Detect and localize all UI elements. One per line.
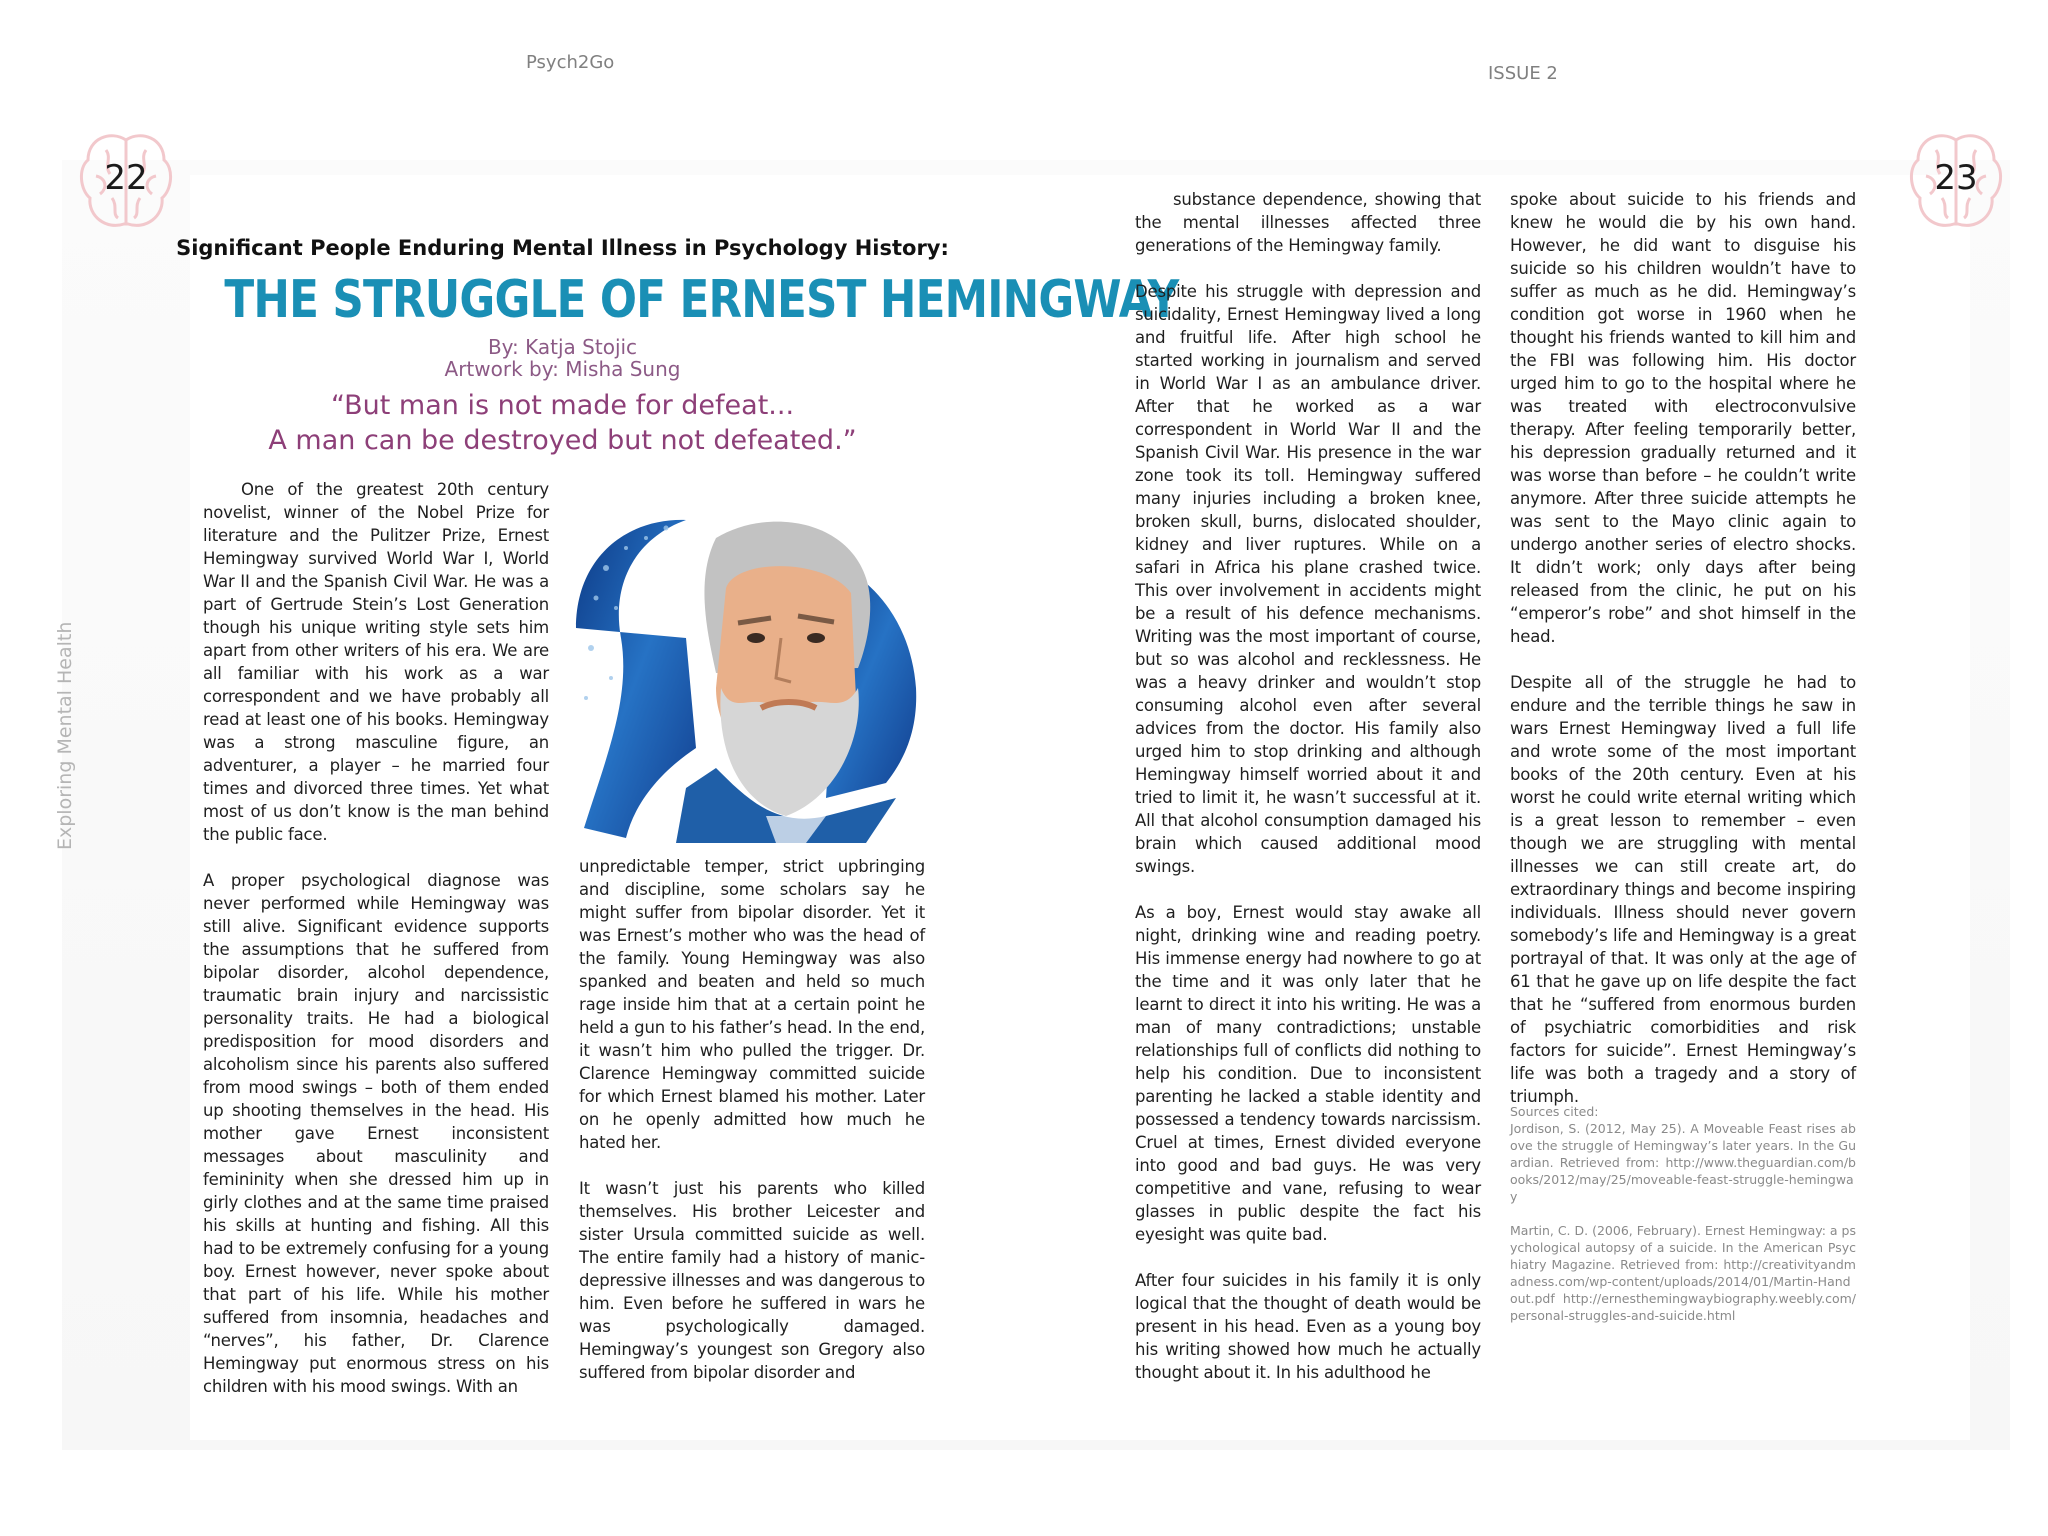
hemingway-illustration — [566, 498, 946, 846]
wave-shape — [576, 520, 696, 838]
paragraph: After four suicides in his family it is only logical that the thought of death would be present in his head. Even as a young boy his writing showed how much he actually thought about it. In his adulthood he — [1135, 1271, 1481, 1382]
quote-line-2: A man can be destroyed but not defeated.” — [268, 425, 857, 456]
paragraph: unpredictable temper, strict upbringing and discipline, some scholars say he might suffer from bipolar disorder. Yet it was Ernest’s mother who was the head of the family. Young Hemingway was also spanked and beaten and held so much rage inside him that at a certain point he held a gun to his father’s head. In the end, it wasn’t him who pulled the trigger. Dr. Clarence Hemingway committed suicide for which Ernest blamed his mother. Later on he openly admitted how much he hated her. — [579, 857, 925, 1152]
paragraph: substance dependence, showing that the mental illnesses affected three generations of the Hemingway family. — [1135, 190, 1481, 255]
paragraph: Despite all of the struggle he had to endure and the terrible things he saw in wars Ernest Hemingway lived a full life and wrote some of the most important books of the 20th century. Even at his worst he could write eternal writing which is a great lesson to remember – even though we are struggling with mental illnesses we can still create art, do extraordinary things and become inspiring individuals. Illness should never govern somebody’s life and Hemingway is a great portrayal of that. It was only at the age of 61 that he gave up on life despite the fact that he “suffered from enormous burden of psychiatric comorbidities and risk factors for suicide”. Ernest Hemingway’s life was both a tragedy and a story of triumph. — [1510, 673, 1856, 1106]
article-title: THE STRUGGLE OF ERNEST HEMINGWAY — [224, 270, 1179, 330]
article-column-3 — [1135, 188, 1481, 1384]
paragraph: As a boy, Ernest would stay awake all night, drinking wine and reading poetry. His immense energy had nowhere to go at the time and it was only later that he learnt to direct it into his writing. He was a man of many contradictions; unstable relationships full of conflicts did nothing to help his condition. Due to inconsistent parenting he lacked a stable identity and possessed a tendency towards narcissism. Cruel at times, Ernest divided everyone into good and bad guys. He was very competitive and vane, refusing to wear glasses in public despite the fact his eyesight was quite bad. — [1135, 903, 1481, 1244]
artwork-credit: Artwork by: Misha Sung — [444, 357, 681, 381]
paragraph: A proper psychological diagnose was never performed while Hemingway was still alive. Significant evidence supports the assumptions that he suffered from bipolar disorder, alcohol dependence, traumatic brain injury and narcissistic personality traits. He had a biological predisposition for mood disorders and alcoholism since his parents also suffered from mood swings – both of them ended up shooting themselves in the head. His mother gave Ernest inconsistent messages about masculinity and femininity when she dressed him up in girly clothes and at the same time praised his skills at hunting and fishing. All this had to be extremely confusing for a young boy. Ernest however, never spoke about that part of his life. While his mother suffered from insomnia, headaches and “nerves”, his father, Dr. Clarence Hemingway put enormous stress on his children with his mood swings. With an — [203, 871, 549, 1396]
publication-name: Psych2Go — [526, 52, 615, 73]
paragraph: Despite his struggle with depression and suicidality, Ernest Hemingway lived a long and fruitful life. After high school he started working in journalism and served in World War I as an ambulance driver. After that he worked as a war correspondent in World War II and the Spanish Civil War. His presence in the war zone took its toll. Hemingway suffered many injuries including a broken knee, broken skull, burns, dislocated shoulder, kidney and liver ruptures. While on a safari in Africa his plane crashed twice. This over involvement in accidents might be a result of his defence mechanisms. Writing was the most important of course, but so was alcohol and recklessness. He was a heavy drinker and wouldn’t stop consuming alcohol even after several advices from the doctor. His family also urged him to stop drinking and although Hemingway himself worried about it and tried to limit it, he wasn’t successful at it. All that alcohol consumption damaged his brain which caused additional mood swings. — [1135, 282, 1481, 876]
source-entry: Martin, C. D. (2006, February). Ernest Hemingway: a psychological autopsy of a suicide. In the American Psychiatry Magazine. Retrieved from: http://creativityandmadness.com/wp-content/uploads/2014/01/Martin-Handout.pdf http://ernesthemingwaybiography.weebly.com/personal-struggles-and-suicide.html — [1510, 1223, 1856, 1323]
article-kicker: Significant People Enduring Mental Illness in Psychology History: — [176, 236, 949, 260]
sources-cited — [1510, 1103, 1856, 1341]
article-column-2 — [579, 855, 925, 1384]
paragraph: One of the greatest 20th century novelist, winner of the Nobel Prize for literature and the Pulitzer Prize, Ernest Hemingway survived World War I, World War II and the Spanish Civil War. He was a part of Gertrude Stein’s Lost Generation though his unique writing style sets him apart from other writers of his era. We are all familiar with his work as a war correspondent and we have probably all read at least one of his books. Hemingway was a strong masculine figure, an adventurer, a player – he married four times and divorced three times. Yet what most of us don’t know is the man behind the public face. — [203, 480, 549, 844]
page-number-right: 23 — [1934, 158, 1978, 198]
sources-heading: Sources cited: — [1510, 1104, 1599, 1119]
issue-label: ISSUE 2 — [1488, 63, 1558, 84]
section-side-label: Exploring Mental Health — [54, 621, 76, 850]
source-entry: Jordison, S. (2012, May 25). A Moveable Feast rises above the struggle of Hemingway’s later years. In the Guardian. Retrieved from: http://www.theguardian.com/books/2012/may/25/moveable-feast-struggle-hemingway — [1510, 1121, 1856, 1204]
author-byline: By: Katja Stojic — [487, 335, 638, 359]
paragraph: spoke about suicide to his friends and knew he would die by his own hand. However, he did want to disguise his suicide so his children wouldn’t have to suffer as much as he did. Hemingway’s condition got worse in 1960 when he thought his friends wanted to kill him and the FBI was following him. His doctor urged him to go to the hospital where he was treated with electroconvulsive therapy. After feeling temporarily better, his depression gradually returned and it was worse than before – he couldn’t write anymore. After three suicide attempts he was sent to the Mayo clinic again to undergo another series of electro shocks. It didn’t work; only days after being released from the clinic, he put on his “emperor’s robe” and shot himself in the head. — [1510, 190, 1856, 646]
article-column-4 — [1510, 188, 1856, 1108]
quote-line-1: “But man is not made for defeat... — [330, 390, 795, 421]
article-column-1 — [203, 478, 549, 1398]
paragraph: It wasn’t just his parents who killed themselves. His brother Leicester and sister Ursula committed suicide as well. The entire family had a history of manic-depressive illnesses and was dangerous to him. Even before he suffered in wars he was psychologically damaged. Hemingway’s youngest son Gregory also suffered from bipolar disorder and — [579, 1179, 925, 1382]
page-number-left: 22 — [104, 158, 148, 198]
